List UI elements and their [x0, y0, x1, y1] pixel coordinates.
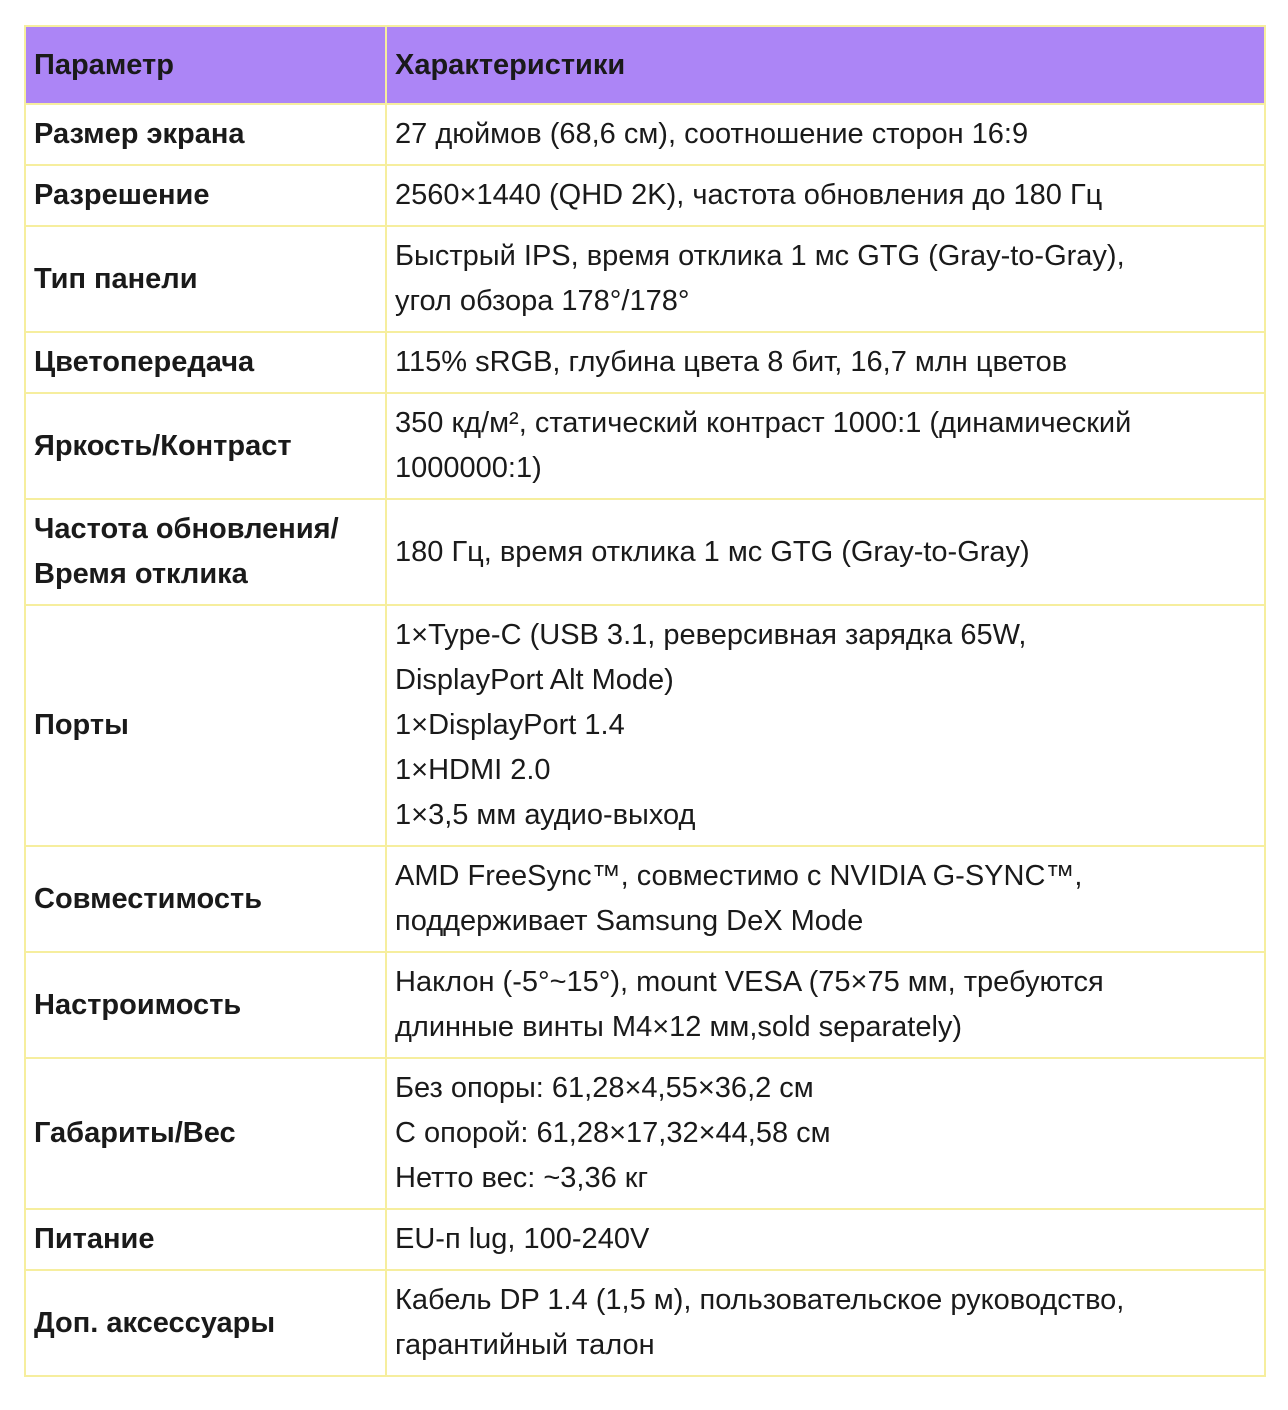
- table-body: [25, 104, 1265, 1376]
- table-row: [25, 1209, 1265, 1270]
- table-row: [25, 226, 1265, 332]
- value-text: Быстрый IPS, время отклика 1 мс GTG (Gray-to-Gray),: [395, 240, 1125, 272]
- table-row: [25, 332, 1265, 393]
- value-text: угол обзора 178°/178°: [395, 285, 690, 317]
- value-text: 1×DisplayPort 1.4: [395, 709, 625, 741]
- param-cell: [25, 226, 386, 332]
- value-text: 1000000:1): [395, 452, 542, 484]
- value-text: Кабель DP 1.4 (1,5 м), пользовательское руководство,: [395, 1284, 1125, 1316]
- param-label: Тип панели: [34, 262, 198, 295]
- value-text: DisplayPort Alt Mode): [395, 664, 674, 696]
- param-cell: [25, 605, 386, 846]
- value-cell: [386, 226, 1265, 332]
- param-label: Цветопередача: [34, 346, 255, 378]
- param-cell: [25, 499, 386, 605]
- value-text: 1×HDMI 2.0: [395, 754, 551, 786]
- spec-table: [24, 25, 1266, 1377]
- param-cell: [25, 165, 386, 226]
- param-cell: [25, 1270, 386, 1376]
- param-label: Питание: [34, 1223, 155, 1255]
- param-cell: [25, 952, 386, 1058]
- table-row: [25, 499, 1265, 605]
- table-row: [25, 393, 1265, 499]
- param-cell: [25, 104, 386, 165]
- value-text: 180 Гц, время отклика 1 мс GTG (Gray-to-Gray): [395, 535, 1030, 568]
- header-value: Характеристики: [386, 26, 1265, 104]
- table-header: [25, 26, 1265, 104]
- value-text: гарантийный талон: [395, 1329, 655, 1361]
- value-cell: [386, 1209, 1265, 1270]
- table-row: [25, 846, 1265, 952]
- value-cell: [386, 165, 1265, 226]
- param-label: Размер экрана: [34, 118, 245, 150]
- param-cell: [25, 1058, 386, 1209]
- value-cell: [386, 952, 1265, 1058]
- value-cell: [386, 499, 1265, 605]
- param-label: Яркость/Контраст: [34, 429, 292, 462]
- value-text: 350 кд/м², статический контраст 1000:1 (динамический: [395, 407, 1132, 439]
- table-row: [25, 104, 1265, 165]
- param-label: Настроимость: [34, 988, 242, 1021]
- param-label: Совместимость: [34, 882, 263, 915]
- value-cell: [386, 104, 1265, 165]
- header-row: [25, 26, 1265, 104]
- param-cell: [25, 393, 386, 499]
- param-cell: [25, 846, 386, 952]
- param-label: Частота обновления/: [34, 513, 339, 545]
- value-text: 27 дюймов (68,6 см), соотношение сторон 16:9: [395, 118, 1029, 150]
- param-label: Порты: [34, 709, 129, 741]
- table-row: [25, 1270, 1265, 1376]
- value-text: поддерживает Samsung DeX Mode: [395, 905, 864, 937]
- param-cell: [25, 1209, 386, 1270]
- param-label: Разрешение: [34, 179, 210, 211]
- value-text: С опорой: 61,28×17,32×44,58 см: [395, 1117, 831, 1149]
- table-row: [25, 165, 1265, 226]
- table-row: [25, 605, 1265, 846]
- param-label: Габариты/Вес: [34, 1117, 236, 1149]
- value-text: 2560×1440 (QHD 2K), частота обновления до 180 Гц: [395, 179, 1103, 211]
- table-row: [25, 952, 1265, 1058]
- value-text: Наклон (-5°~15°), mount VESA (75×75 мм, требуются: [395, 966, 1104, 998]
- value-text: 115% sRGB, глубина цвета 8 бит, 16,7 млн цветов: [395, 346, 1068, 378]
- value-text: EU-п lug, 100-240V: [395, 1223, 650, 1255]
- table-row: [25, 1058, 1265, 1209]
- value-text: Нетто вес: ~3,36 кг: [395, 1162, 649, 1194]
- value-text: 1×Type-C (USB 3.1, реверсивная зарядка 65W,: [395, 619, 1027, 651]
- value-cell: [386, 393, 1265, 499]
- param-label: Доп. аксессуары: [34, 1306, 276, 1339]
- value-text: AMD FreeSync™, совместимо с NVIDIA G-SYNC™,: [395, 860, 1083, 892]
- value-cell: [386, 846, 1265, 952]
- value-text: 1×3,5 мм аудио-выход: [395, 799, 696, 831]
- value-cell: [386, 605, 1265, 846]
- value-cell: [386, 332, 1265, 393]
- header-param: Параметр: [25, 26, 386, 104]
- param-label: Время отклика: [34, 558, 248, 590]
- value-cell: [386, 1058, 1265, 1209]
- value-text: Без опоры: 61,28×4,55×36,2 см: [395, 1072, 814, 1104]
- value-text: длинные винты M4×12 мм,sold separately): [395, 1011, 963, 1043]
- param-cell: [25, 332, 386, 393]
- value-cell: [386, 1270, 1265, 1376]
